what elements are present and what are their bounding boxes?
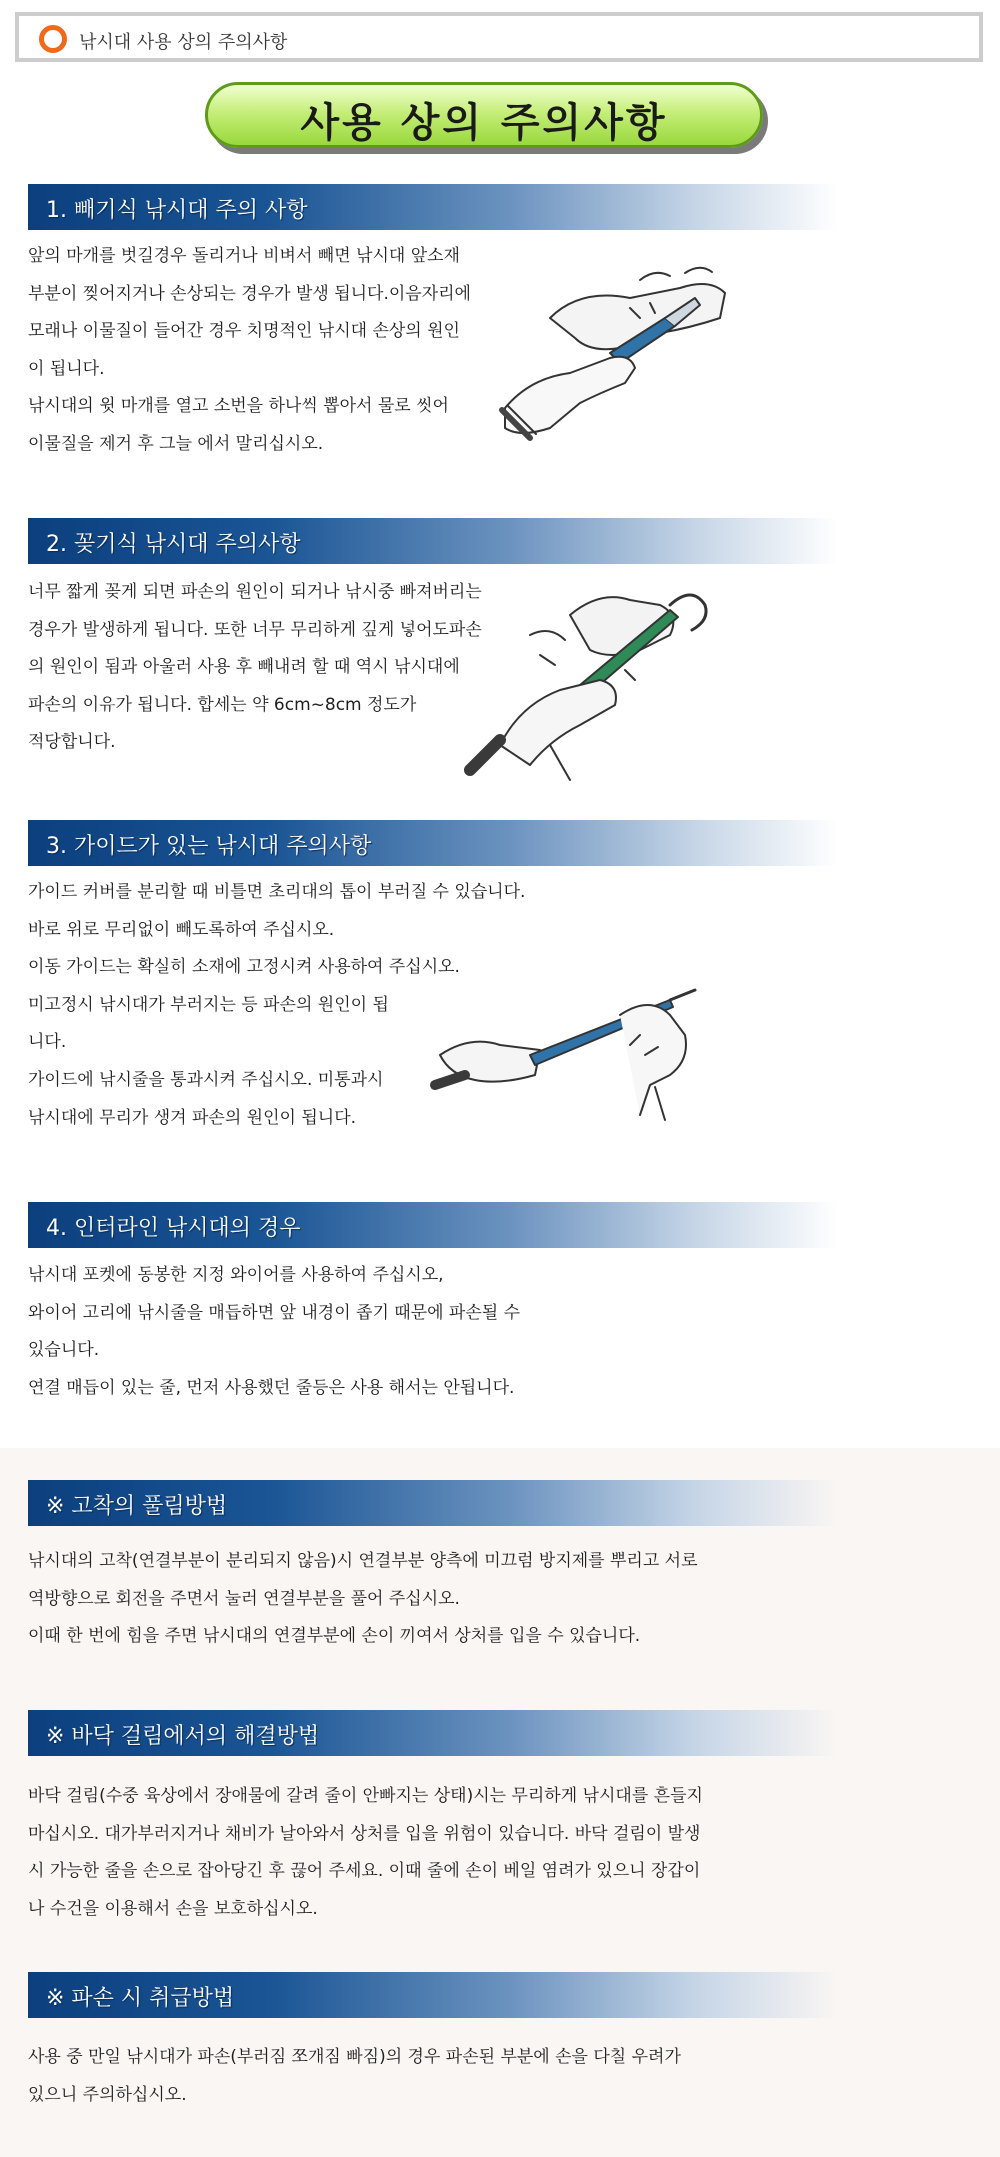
section-heading-text: ※ 고착의 풀림방법 <box>46 1494 228 1519</box>
text-line: 있습니다. <box>28 1340 100 1361</box>
section-heading-text: ※ 파손 시 취급방법 <box>46 1986 235 2011</box>
text-line: 너무 짧게 꽂게 되면 파손의 원인이 되거나 낚시중 빠져버리는 <box>28 582 482 602</box>
page-title: 사용 상의 주의사항 <box>300 100 668 146</box>
text-line: 니다. <box>28 1032 67 1053</box>
section-heading-7 <box>28 1972 838 2018</box>
text-line: 모래나 이물질이 들어간 경우 치명적인 낚시대 손상의 원인 <box>28 321 460 342</box>
text-line: 나 수건을 이용해서 손을 보호하십시오. <box>28 1898 318 1919</box>
text-line: 파손의 이유가 됩니다. 합세는 약 6cm~8cm 정도가 <box>28 694 417 715</box>
text-line: 바닥 걸림(수중 육상에서 장애물에 갈려 줄이 안빠지는 상태)시는 무리하게 낚시대를 흔들지 <box>28 1786 703 1806</box>
section-body-7 <box>28 2039 681 2114</box>
section-heading-5 <box>28 1480 838 1526</box>
text-line: 이물질을 제거 후 그늘 에서 말리십시오. <box>28 433 324 454</box>
section-heading-1 <box>28 184 838 230</box>
section-body-2 <box>28 574 482 762</box>
section-body-1 <box>28 238 471 464</box>
section-heading-text: 4. 인터라인 낚시대의 경우 <box>46 1216 301 1241</box>
section-heading-text: ※ 바닥 걸림에서의 해결방법 <box>46 1724 320 1749</box>
text-line: 앞의 마개를 벗길경우 돌리거나 비벼서 빼면 낚시대 앞소재 <box>28 246 460 266</box>
section-heading-3 <box>28 820 838 866</box>
text-line: 부분이 찢어지거나 손상되는 경우가 발생 됩니다.이음자리에 <box>28 283 471 304</box>
section-body-5 <box>28 1543 698 1656</box>
text-line: 낚시대 포켓에 동봉한 지정 와이어를 사용하여 주십시오, <box>28 1265 444 1285</box>
section-body-4 <box>28 1257 520 1407</box>
text-line: 역방향으로 회전을 주면서 눌러 연결부분을 풀어 주십시오. <box>28 1588 460 1609</box>
text-line: 있으니 주의하십시오. <box>28 2084 187 2105</box>
text-line: 이동 가이드는 확실히 소재에 고정시켜 사용하여 주십시오. <box>28 957 460 978</box>
section-heading-text: 3. 가이드가 있는 낚시대 주의사항 <box>46 834 372 859</box>
text-line: 의 원인이 됨과 아울러 사용 후 빼내려 할 때 역시 낚시대에 <box>28 657 460 678</box>
text-line: 가이드에 낚시줄을 통과시켜 주십시오. 미통과시 <box>28 1069 384 1090</box>
text-line: 바로 위로 무리없이 빼도록하여 주십시오. <box>28 919 335 940</box>
section-body-6 <box>28 1778 703 1928</box>
header-bar <box>15 12 983 62</box>
text-line: 마십시오. 대가부러지거나 채비가 날아와서 상처를 입을 위험이 있습니다. 바닥 걸림이 발생 <box>28 1823 701 1844</box>
section-heading-text: 2. 꽂기식 낚시대 주의사항 <box>46 532 301 557</box>
section-heading-6 <box>28 1710 838 1756</box>
text-line: 적당합니다. <box>28 732 116 753</box>
text-line: 가이드 커버를 분리할 때 비틀면 초리대의 톱이 부러질 수 있습니다. <box>28 882 526 902</box>
text-line: 낚시대의 고착(연결부분이 분리되지 않음)시 연결부분 양측에 미끄럼 방지제를 뿌리고 서로 <box>28 1551 698 1571</box>
text-line: 연결 매듭이 있는 줄, 먼저 사용했던 줄등은 사용 해서는 안됩니다. <box>28 1377 515 1398</box>
section-heading-4 <box>28 1202 838 1248</box>
rod-insertion-illustration <box>430 575 720 785</box>
section-heading-text: 1. 빼기식 낚시대 주의 사항 <box>46 198 308 223</box>
text-line: 와이어 고리에 낚시줄을 매듭하면 앞 내경이 좁기 때문에 파손될 수 <box>28 1302 521 1323</box>
text-line: 경우가 발생하게 됩니다. 또한 너무 무리하게 깊게 넣어도파손 <box>28 619 482 640</box>
text-line: 이 됩니다. <box>28 358 105 379</box>
page-title-banner <box>205 82 763 148</box>
text-line: 시 가능한 줄을 손으로 잡아당긴 후 끊어 주세요. 이때 줄에 손이 베일 염려가 있으니 장갑이 <box>28 1861 701 1882</box>
rod-cap-removal-illustration <box>490 258 740 458</box>
text-line: 사용 중 만일 낚시대가 파손(부러짐 쪼개짐 빠짐)의 경우 파손된 부분에 손을 다칠 우려가 <box>28 2047 681 2067</box>
guide-rod-illustration <box>420 975 710 1125</box>
section-heading-2 <box>28 518 838 564</box>
header-title: 낚시대 사용 상의 주의사항 <box>79 32 288 53</box>
text-line: 미고정시 낚시대가 부러지는 등 파손의 원인이 됩 <box>28 994 389 1015</box>
text-line: 낚시대의 윗 마개를 열고 소번을 하나씩 뽑아서 물로 씻어 <box>28 396 449 417</box>
circle-bullet-icon <box>39 25 67 53</box>
text-line: 낚시대에 무리가 생겨 파손의 원인이 됩니다. <box>28 1107 357 1128</box>
text-line: 이때 한 번에 힘을 주면 낚시대의 연결부분에 손이 끼여서 상처를 입을 수 있습니다. <box>28 1626 641 1647</box>
